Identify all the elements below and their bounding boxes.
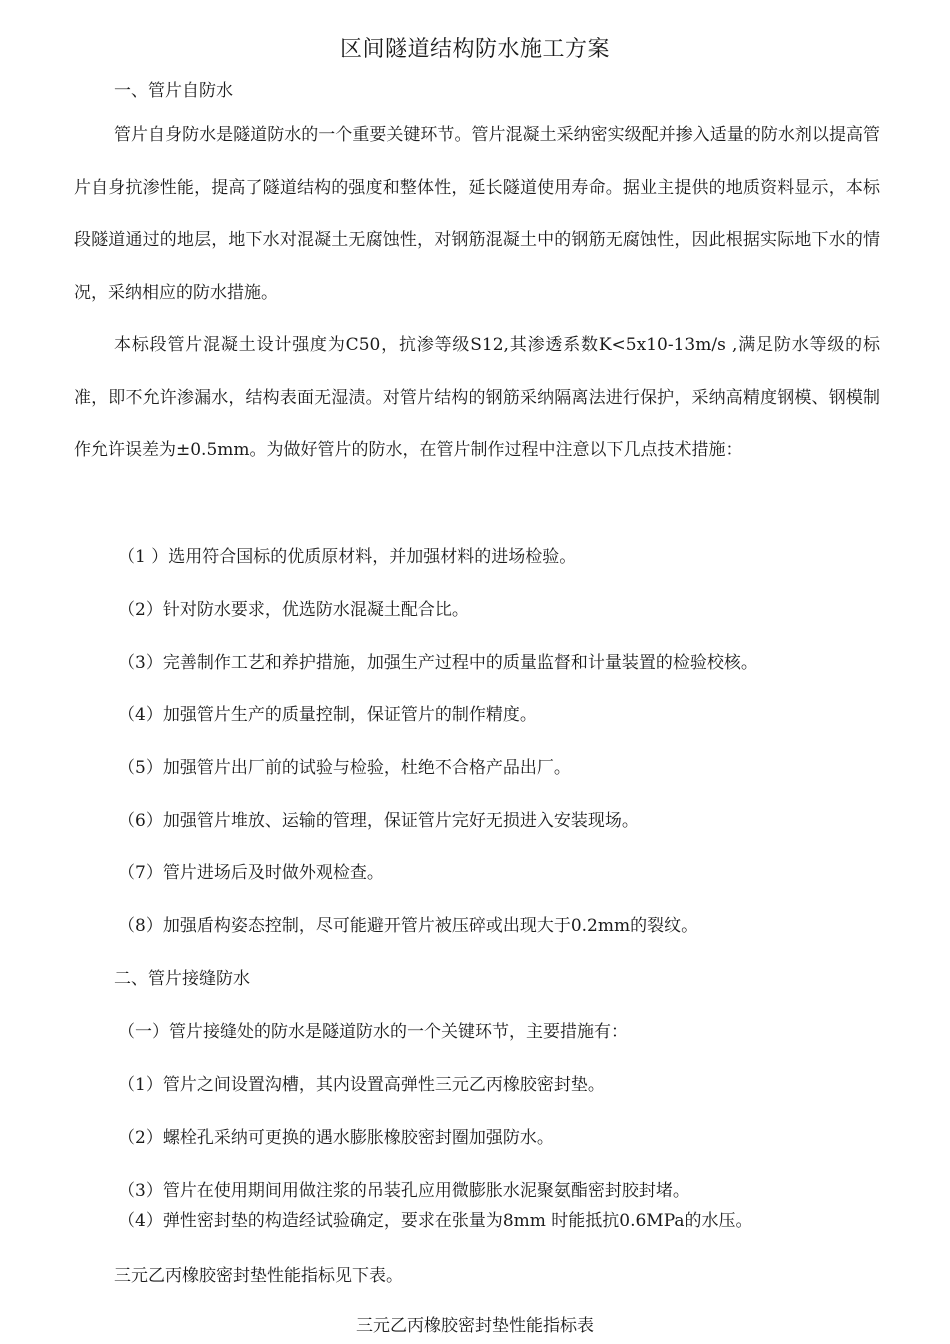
list-item-7: （7）管片进场后及时做外观检查。 bbox=[118, 863, 384, 883]
document-title: 区间隧道结构防水施工方案 bbox=[339, 37, 610, 62]
list-item-13: （4）弹性密封垫的构造经试验确定，要求在张量为8mm 时能抵抗0.6MPa的水压。 bbox=[118, 1211, 753, 1231]
section-heading-1: 一、管片自防水 bbox=[114, 81, 233, 101]
list-item-12: （3）管片在使用期间用做注浆的吊装孔应用微膨胀水泥聚氨酯密封胶封堵。 bbox=[118, 1181, 690, 1201]
paragraph-1: 管片自身防水是隧道防水的一个重要关键环节。管片混凝土采纳密实级配并掺入适量的防水剂以提高管片自身抗渗性能，提高了隧道结构的强度和整体性，延长隧道使用寿命。据业主提供的地质资料显示，本标段隧道通过的地层，地下水对混凝土无腐蚀性，对钢筋混凝土中的钢筋无腐蚀性，因此根据实际地下水的情况，采纳相应的防水措施。 bbox=[74, 125, 880, 303]
section-heading-2: 二、管片接缝防水 bbox=[114, 969, 250, 989]
table-caption: 三元乙丙橡胶密封垫性能指标表 bbox=[356, 1316, 594, 1336]
table-intro-text: 三元乙丙橡胶密封垫性能指标见下表。 bbox=[114, 1266, 403, 1286]
list-item-5: （5）加强管片出厂前的试验与检验，杜绝不合格产品出厂。 bbox=[118, 758, 571, 778]
list-item-8: （8）加强盾构姿态控制，尽可能避开管片被压碎或出现大于0.2mm的裂纹。 bbox=[118, 916, 699, 936]
list-item-11: （2）螺栓孔采纳可更换的遇水膨胀橡胶密封圈加强防水。 bbox=[118, 1128, 554, 1148]
list-item-6: （6）加强管片堆放、运输的管理，保证管片完好无损进入安装现场。 bbox=[118, 811, 639, 831]
list-item-3: （3）完善制作工艺和养护措施，加强生产过程中的质量监督和计量装置的检验校核。 bbox=[118, 653, 758, 673]
list-item-10: （1）管片之间设置沟槽，其内设置高弹性三元乙丙橡胶密封垫。 bbox=[118, 1075, 605, 1095]
list-item-2: （2）针对防水要求，优选防水混凝土配合比。 bbox=[118, 600, 469, 620]
list-item-1: （1 ）选用符合国标的优质原材料，并加强材料的进场检验。 bbox=[118, 547, 577, 567]
paragraph-2: 本标段管片混凝土设计强度为C50，抗渗等级S12,其渗透系数K<5x10-13m/s ,满足防水等级的标准，即不允许渗漏水，结构表面无湿渍。对管片结构的钢筋采纳隔离法进行保护，采纳高精度钢模、钢模制作允许误差为±0.5mm。为做好管片的防水，在管片制作过程中注意以下几点技术措施： bbox=[74, 335, 880, 460]
list-item-9: （一）管片接缝处的防水是隧道防水的一个关键环节，主要措施有： bbox=[118, 1022, 628, 1042]
list-item-4: （4）加强管片生产的质量控制，保证管片的制作精度。 bbox=[118, 705, 537, 725]
